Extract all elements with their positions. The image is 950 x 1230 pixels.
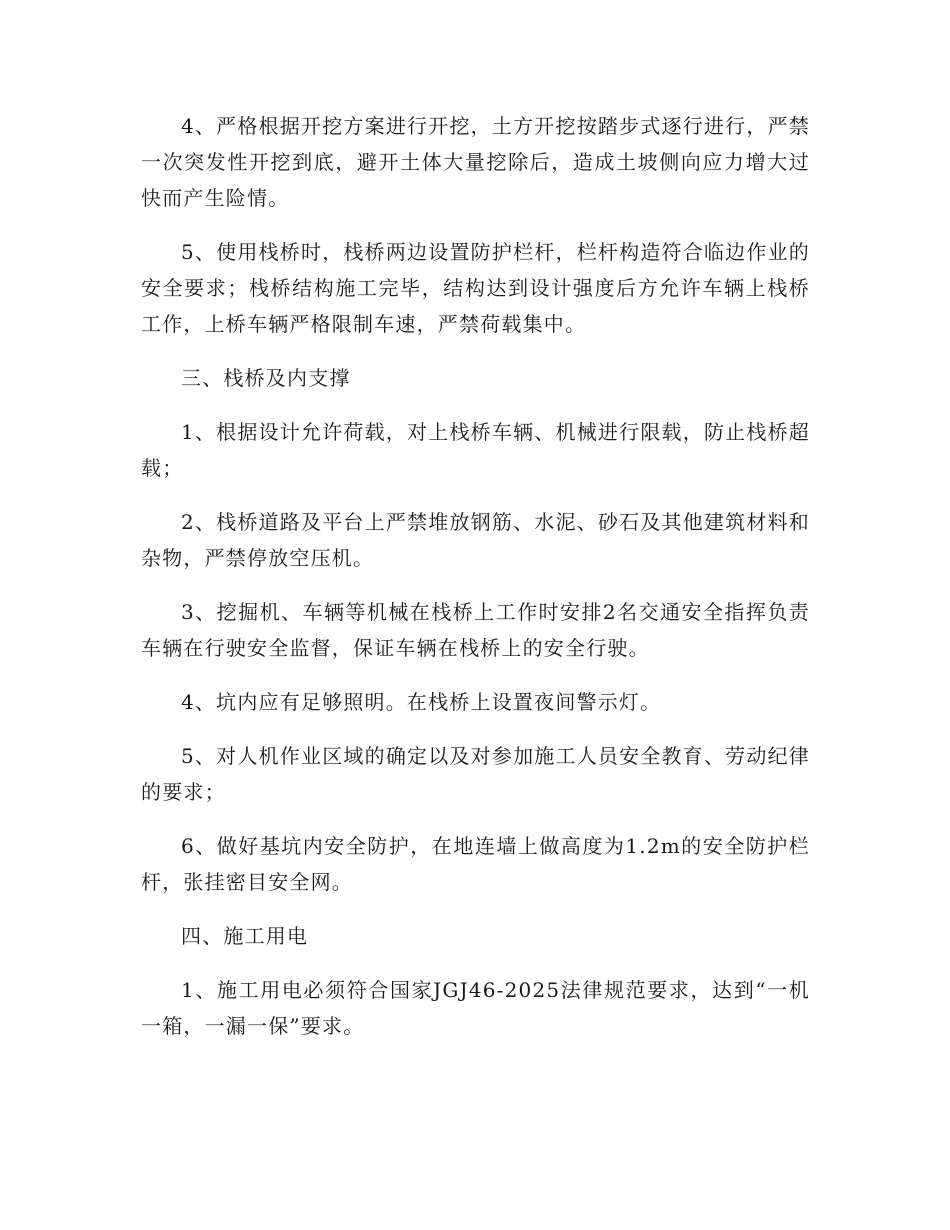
paragraph-trestle-6: 6、做好基坑内安全防护，在地连墙上做高度为1.2m的安全防护栏杆，张挂密目安全网。 <box>141 834 810 894</box>
paragraph-trestle-3: 3、挖掘机、车辆等机械在栈桥上工作时安排2名交通安全指挥负责车辆在行驶安全监督，保证车辆在栈桥上的安全行驶。 <box>141 600 810 660</box>
paragraph-trestle-5: 5、对人机作业区域的确定以及对参加施工人员安全教育、劳动纪律的要求； <box>141 744 810 804</box>
section-heading-trestle: 三、栈桥及内支撑 <box>181 366 351 390</box>
paragraph-excavation-4: 4、严格根据开挖方案进行开挖，土方开挖按踏步式逐行进行，严禁一次突发性开挖到底，避开土体大量挖除后，造成土坡侧向应力增大过快而产生险情。 <box>141 114 810 210</box>
paragraph-excavation-5: 5、使用栈桥时，栈桥两边设置防护栏杆，栏杆构造符合临边作业的安全要求；栈桥结构施工完毕，结构达到设计强度后方允许车辆上栈桥工作，上桥车辆严格限制车速，严禁荷载集中。 <box>141 240 810 336</box>
section-heading-electricity: 四、施工用电 <box>181 924 309 948</box>
paragraph-trestle-1: 1、根据设计允许荷载，对上栈桥车辆、机械进行限载，防止栈桥超载； <box>141 420 810 480</box>
paragraph-trestle-4: 4、坑内应有足够照明。在栈桥上设置夜间警示灯。 <box>181 690 662 714</box>
paragraph-electricity-1: 1、施工用电必须符合国家JGJ46-2025法律规范要求，达到“一机一箱，一漏一保”要求。 <box>141 978 810 1038</box>
paragraph-trestle-2: 2、栈桥道路及平台上严禁堆放钢筋、水泥、砂石及其他建筑材料和杂物，严禁停放空压机。 <box>141 510 810 570</box>
